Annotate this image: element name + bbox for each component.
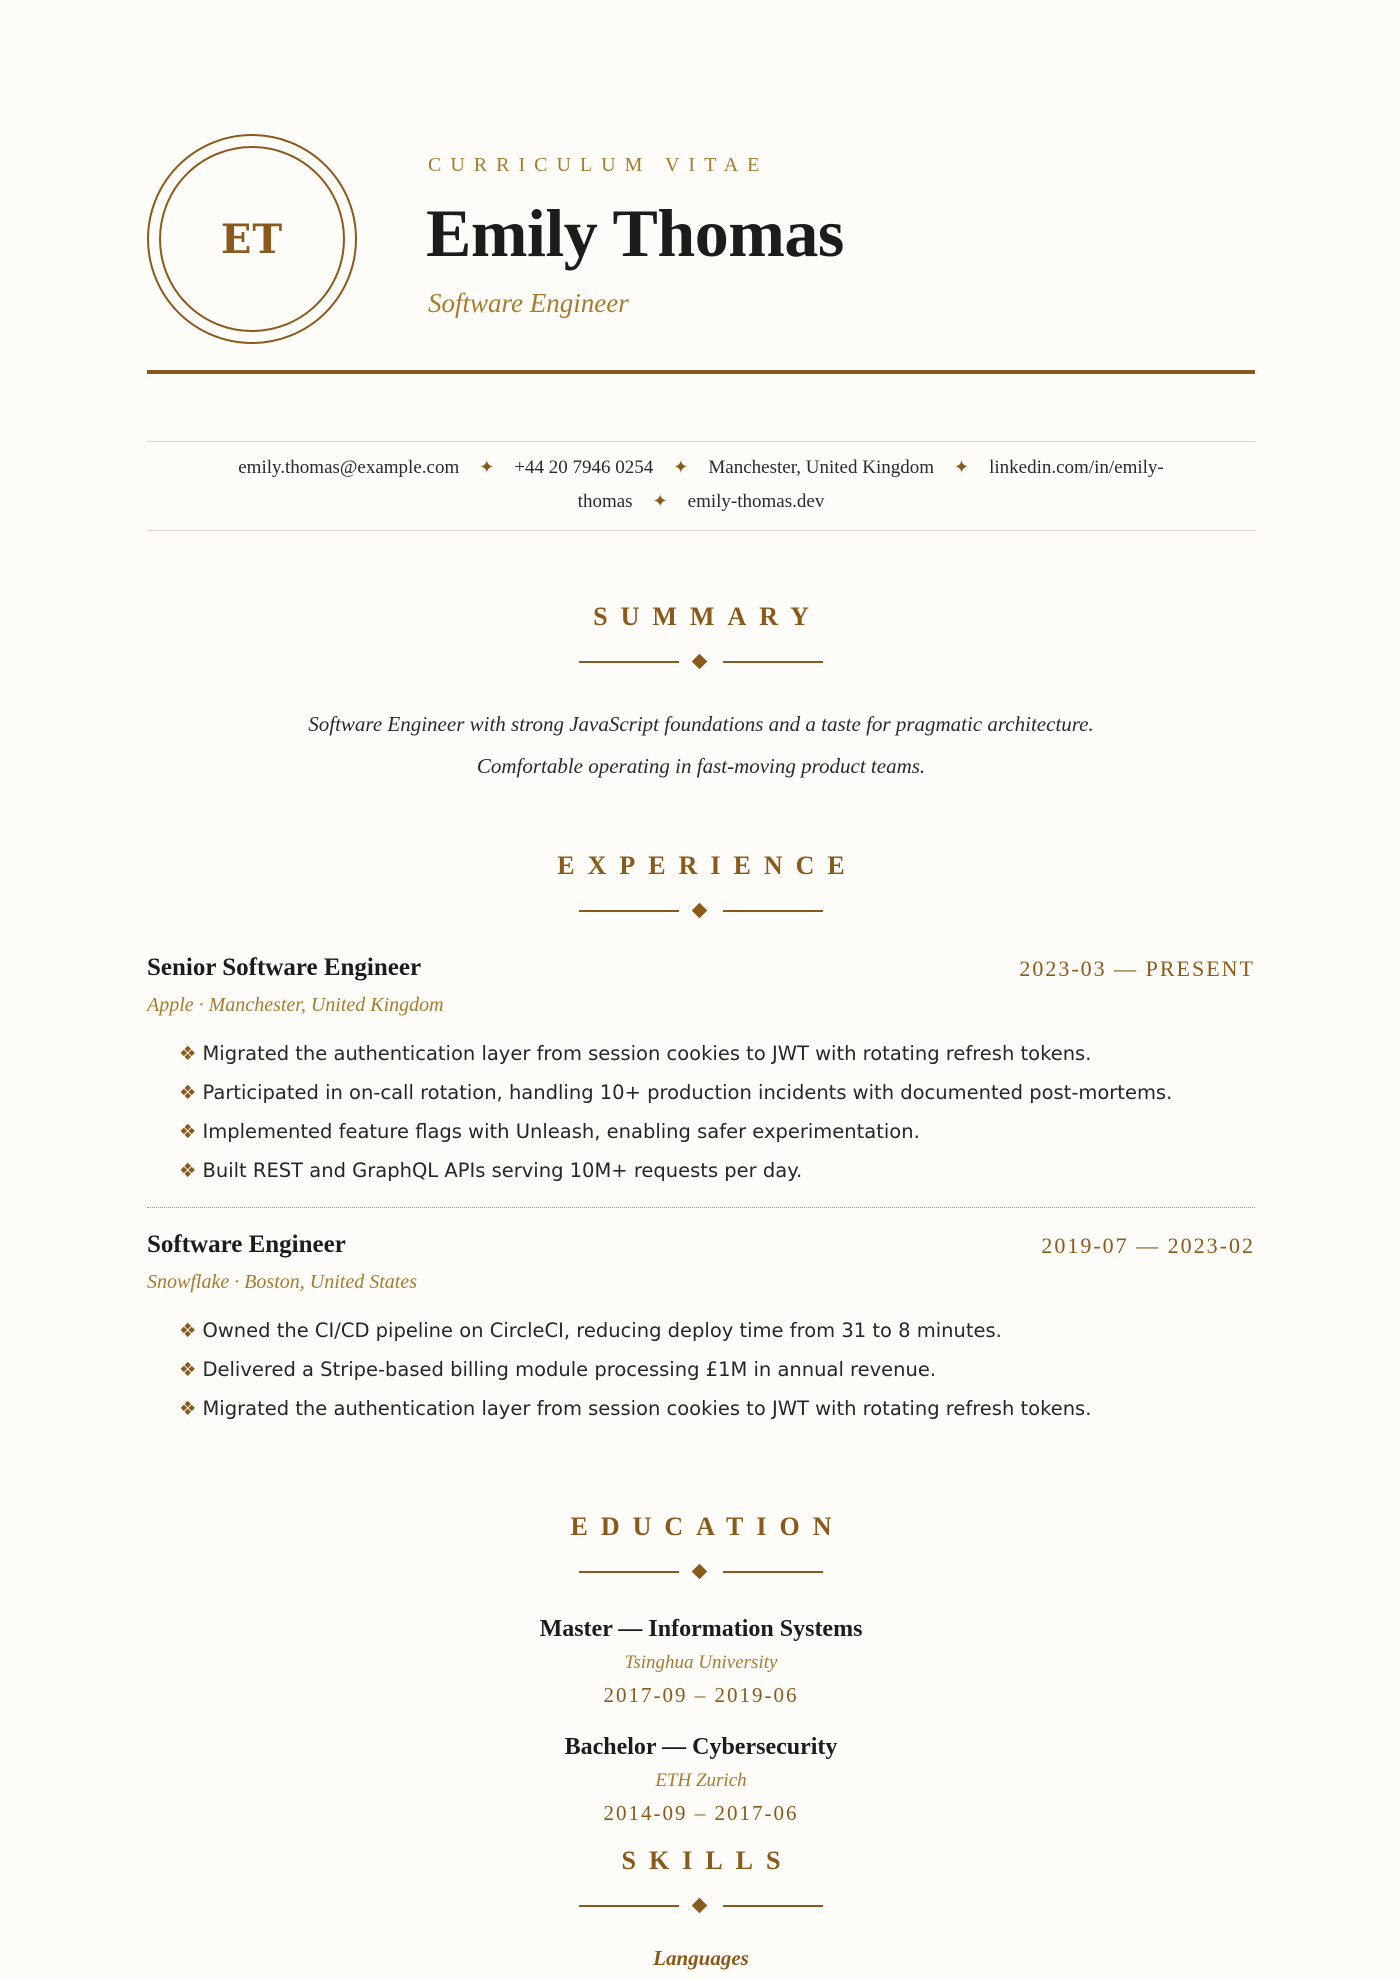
job-title: Software Engineer (147, 1231, 346, 1258)
bullet-icon: ❖ (179, 1120, 197, 1143)
education-entry (147, 1610, 1255, 1712)
bullet-icon: ❖ (179, 1159, 197, 1182)
bullet-icon: ❖ (179, 1081, 197, 1104)
contact-linkedin-continued[interactable]: thomas (577, 491, 633, 512)
education-dates: 2017-09 – 2019-06 (603, 1683, 799, 1707)
education-school: ETH Zurich (655, 1770, 747, 1791)
resume-header (147, 134, 1255, 374)
section-title-experience: EXPERIENCE (557, 851, 858, 880)
section-title-summary: SUMMARY (593, 602, 822, 631)
document-kicker: CURRICULUM VITAE (428, 154, 769, 176)
bullet-icon: ❖ (179, 1358, 197, 1381)
sparkle-icon: ✦ (954, 457, 970, 477)
monogram-initials: ET (220, 215, 284, 263)
header-divider (147, 370, 1255, 374)
diamond-icon (692, 903, 708, 919)
resume-page (147, 0, 1255, 1980)
contact-line-2 (147, 491, 1255, 513)
section-ornament (579, 903, 823, 919)
bullet-icon: ❖ (179, 1319, 197, 1342)
contact-location: Manchester, United Kingdom (708, 457, 934, 478)
education-degree: Bachelor — Cybersecurity (564, 1734, 838, 1760)
list-item: ❖ Participated in on-call rotation, handling 10+ production incidents with documented post-mortems. (179, 1081, 1173, 1104)
section-ornament (579, 654, 823, 670)
sparkle-icon: ✦ (652, 491, 668, 511)
job-organization: Apple · Manchester, United Kingdom (147, 994, 444, 1016)
monogram-badge (147, 134, 357, 344)
job-title: Senior Software Engineer (147, 954, 422, 981)
contact-linkedin[interactable]: linkedin.com/in/emily- (989, 457, 1164, 478)
summary-line-2: Comfortable operating in fast-moving product teams. (476, 754, 926, 778)
education-entry (147, 1728, 1255, 1830)
list-item: ❖ Implemented feature flags with Unleash, enabling safer experimentation. (179, 1120, 920, 1143)
contact-bar (147, 441, 1255, 531)
monogram-inner-ring (159, 146, 345, 332)
contact-email[interactable]: emily.thomas@example.com (238, 457, 460, 478)
contact-line-1 (147, 457, 1255, 479)
job-dates: 2023-03 — PRESENT (1019, 956, 1255, 981)
job-divider (147, 1207, 1255, 1208)
job-bullets (179, 1311, 1239, 1428)
education-school: Tsinghua University (624, 1652, 778, 1673)
contact-website[interactable]: emily-thomas.dev (687, 491, 825, 512)
section-title-education: EDUCATION (570, 1512, 845, 1541)
bullet-icon: ❖ (179, 1397, 197, 1420)
section-ornament (579, 1564, 823, 1580)
section-title-skills: SKILLS (621, 1846, 794, 1875)
bullet-icon: ❖ (179, 1042, 197, 1065)
candidate-role: Software Engineer (428, 288, 629, 318)
list-item: ❖ Owned the CI/CD pipeline on CircleCI, reducing deploy time from 31 to 8 minutes. (179, 1319, 1002, 1342)
sparkle-icon: ✦ (479, 457, 495, 477)
skill-category-title: Languages (653, 1946, 749, 1970)
section-ornament (579, 1898, 823, 1914)
candidate-name: Emily Thomas (426, 195, 844, 271)
diamond-icon (692, 1564, 708, 1580)
list-item: ❖ Migrated the authentication layer from session cookies to JWT with rotating refresh tokens. (179, 1397, 1092, 1420)
contact-phone[interactable]: +44 20 7946 0254 (514, 457, 654, 478)
education-degree: Master — Information Systems (539, 1616, 863, 1642)
summary-text (147, 703, 1255, 787)
job-organization: Snowflake · Boston, United States (147, 1271, 417, 1293)
education-dates: 2014-09 – 2017-06 (603, 1801, 799, 1825)
diamond-icon (692, 1898, 708, 1914)
list-item: ❖ Delivered a Stripe-based billing module processing £1M in annual revenue. (179, 1358, 937, 1381)
list-item: ❖ Migrated the authentication layer from session cookies to JWT with rotating refresh tokens. (179, 1042, 1092, 1065)
summary-line-1: Software Engineer with strong JavaScript foundations and a taste for pragmatic architecture. (308, 712, 1094, 736)
list-item: ❖ Built REST and GraphQL APIs serving 10M+ requests per day. (179, 1159, 803, 1182)
job-bullets (179, 1034, 1239, 1190)
sparkle-icon: ✦ (673, 457, 689, 477)
diamond-icon (692, 654, 708, 670)
job-dates: 2019-07 — 2023-02 (1041, 1233, 1255, 1258)
